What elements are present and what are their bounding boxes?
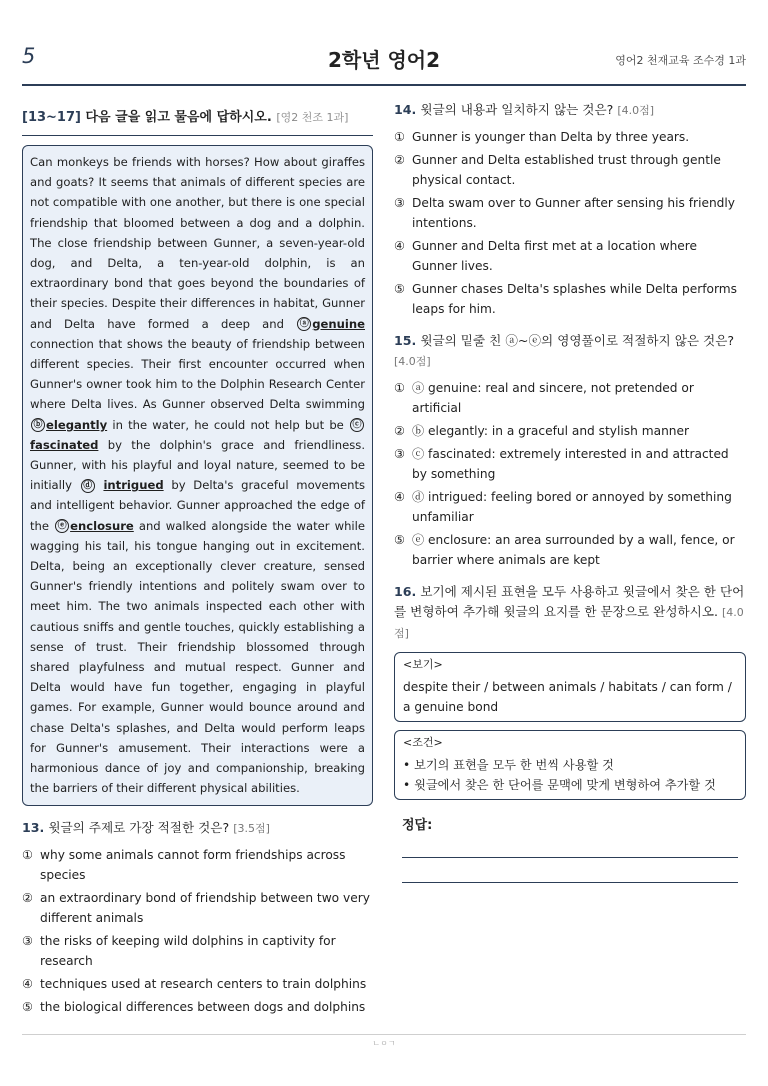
group-instruction-text: 다음 글을 읽고 물음에 답하시오. bbox=[85, 110, 272, 125]
answer-option-4[interactable] bbox=[394, 236, 746, 276]
option-text: Delta swam over to Gunner after sensing his friendly intentions. bbox=[412, 196, 736, 230]
question-15 bbox=[394, 331, 746, 570]
marker-c: ⓒ bbox=[350, 418, 364, 432]
option-number: ④ bbox=[394, 239, 405, 253]
question-points: [4.0점] bbox=[617, 104, 655, 117]
question-text: 윗글의 밑줄 친 ⓐ~ⓔ의 영영풀이로 적절하지 않은 것은? bbox=[420, 333, 735, 348]
group-range: [13~17] bbox=[22, 110, 81, 125]
example-box bbox=[394, 652, 746, 722]
option-number: ② bbox=[22, 890, 33, 905]
reading-passage bbox=[22, 145, 373, 806]
condition-box bbox=[394, 730, 746, 800]
marker-b: ⓑ bbox=[31, 418, 45, 432]
option-text: why some animals cannot form friendships across species bbox=[40, 847, 346, 882]
answer-option-5[interactable] bbox=[22, 997, 373, 1017]
option-text: Gunner chases Delta's splashes while Delta performs leaps for him. bbox=[412, 282, 738, 316]
condition-box-label: <조건> bbox=[403, 736, 443, 749]
condition-item: • 보기의 표현을 모두 한 번씩 사용할 것 bbox=[403, 758, 614, 772]
question-points: [3.5점] bbox=[233, 821, 270, 835]
option-number: ⑤ bbox=[22, 999, 33, 1014]
question-number: 13. bbox=[22, 819, 45, 835]
passage-text: and walked alongside the water while wagging his tail, his tongue hanging out in excitement. Delta, being an exceptionally clever creature, sensed Gunner's friendly intentions and politely swam over to meet him. The two animals inspected each other with cautious sniffs and gentle touches, quickly establishing a sense of trust. Their friendship blossomed through shared playfulness and mutual respect. Gunner and Delta would have fun together, engaging in playful games. For example, Gunner would bounce around and chase Delta's splashes, and Delta would perform leaps for Gunner's amusement. Their interactions were a harmonious dance of joy and companionship, breaking the barriers of their different physical abilities. bbox=[30, 518, 365, 796]
question-number: 15. bbox=[394, 333, 417, 348]
answer-option-3[interactable] bbox=[22, 931, 373, 971]
passage-text: by Delta's graceful movements and intelligent behavior. Gunner approached the edge of the bbox=[30, 478, 366, 533]
answer-option-1[interactable] bbox=[394, 378, 746, 418]
option-text: Gunner is younger than Delta by three years. bbox=[412, 130, 690, 144]
group-instruction bbox=[22, 106, 373, 136]
option-number: ③ bbox=[394, 447, 405, 461]
passage-text: by the dolphin's grace and friendliness. Gunner, with his playful and loyal nature, seemed to be initially bbox=[30, 437, 366, 493]
question-16 bbox=[394, 582, 746, 883]
question-number: 14. bbox=[394, 102, 417, 117]
option-number: ① bbox=[394, 130, 405, 144]
underlined-word-e: enclosure bbox=[70, 518, 134, 533]
question-13 bbox=[22, 818, 373, 1017]
question-14 bbox=[394, 100, 746, 319]
option-text: ⓓ intrigued: feeling bored or annoyed by something unfamiliar bbox=[412, 490, 732, 524]
option-text: ⓔ enclosure: an area surrounded by a wall, fence, or barrier where animals are kept bbox=[412, 533, 735, 567]
question-text: 보기에 제시된 표현을 모두 사용하고 윗글에서 찾은 한 단어를 변형하여 추가해 윗글의 요지를 한 문장으로 완성하시오. bbox=[394, 584, 745, 619]
answer-line[interactable] bbox=[402, 833, 738, 858]
option-text: techniques used at research centers to train dolphins bbox=[40, 976, 367, 991]
answer-option-5[interactable] bbox=[394, 530, 746, 570]
question-text: 윗글의 내용과 일치하지 않는 것은? bbox=[420, 102, 614, 117]
answer-line[interactable] bbox=[402, 858, 738, 883]
option-number: ③ bbox=[394, 196, 405, 210]
question-points: [4.0점] bbox=[394, 606, 744, 640]
option-number: ① bbox=[394, 381, 405, 395]
answer-option-4[interactable] bbox=[394, 487, 746, 527]
footer-page-mark: ㄴㅇㄱ bbox=[372, 1039, 396, 1048]
condition-item: • 윗글에서 찾은 한 단어를 문맥에 맞게 변형하여 추가할 것 bbox=[403, 778, 716, 792]
option-number: ⑤ bbox=[394, 282, 405, 296]
option-text: ⓑ elegantly: in a graceful and stylish manner bbox=[412, 424, 690, 438]
underlined-word-a: genuine bbox=[312, 316, 365, 331]
option-number: ② bbox=[394, 153, 405, 167]
answer-option-2[interactable] bbox=[394, 421, 746, 441]
right-column bbox=[394, 100, 746, 883]
marker-d: ⓓ bbox=[81, 479, 95, 493]
option-number: ① bbox=[22, 847, 33, 862]
underlined-word-b: elegantly bbox=[46, 417, 108, 432]
answer-option-2[interactable] bbox=[394, 150, 746, 190]
subject-info: 영어2 천재교육 조수경 1과 bbox=[615, 54, 746, 67]
passage-text: in the water, he could not help but be bbox=[112, 417, 344, 432]
marker-a: ⓐ bbox=[297, 317, 311, 331]
option-number: ③ bbox=[22, 933, 33, 948]
footer-divider bbox=[22, 1034, 746, 1035]
exam-title: 2학년 영어2 bbox=[327, 48, 441, 72]
passage-text: connection that shows the beauty of friendship between different species. Their first encounter occurred when Gunner's owner took him to the Dolphin Research Center where Delta lives. As Gunner observed Delta swimming bbox=[30, 336, 365, 412]
option-number: ② bbox=[394, 424, 405, 438]
passage-text: Can monkeys be friends with horses? How about giraffes and goats? It seems that animals of different species are not compatible with one another, but there is one special friendship that bloomed between a dog and a dolphin. The close friendship between Gunner, a seven-year-old dog, and Delta, a ten-year-old dolphin, is an extraordinary bond that goes beyond the boundaries of their species. Despite their differences in habitat, Gunner and Delta have formed a deep and bbox=[30, 155, 365, 331]
option-text: the biological differences between dogs and dolphins bbox=[40, 999, 366, 1014]
option-text: Gunner and Delta established trust through gentle physical contact. bbox=[412, 153, 721, 187]
example-box-label: <보기> bbox=[403, 658, 443, 671]
option-text: an extraordinary bond of friendship between two very different animals bbox=[40, 890, 370, 925]
question-15-stem bbox=[394, 331, 746, 372]
option-number: ⑤ bbox=[394, 533, 405, 547]
answer-option-1[interactable] bbox=[22, 845, 373, 885]
question-points: [4.0점] bbox=[394, 355, 431, 368]
question-text: 윗글의 주제로 가장 적절한 것은? bbox=[48, 819, 230, 835]
option-text: Gunner and Delta first met at a location where Gunner lives. bbox=[412, 239, 698, 273]
group-source: [영2 천조 1과] bbox=[276, 111, 349, 124]
left-column bbox=[22, 106, 373, 1020]
question-16-stem bbox=[394, 582, 746, 644]
underlined-word-c: fascinated bbox=[30, 437, 99, 452]
answer-options bbox=[22, 845, 373, 1017]
answer-option-4[interactable] bbox=[22, 974, 373, 994]
option-text: the risks of keeping wild dolphins in captivity for research bbox=[40, 933, 336, 968]
question-14-stem bbox=[394, 100, 746, 121]
question-13-stem bbox=[22, 818, 373, 839]
option-number: ④ bbox=[394, 490, 405, 504]
option-number: ④ bbox=[22, 976, 33, 991]
answer-label: 정답: bbox=[402, 818, 433, 833]
page-header bbox=[22, 38, 746, 86]
answer-option-5[interactable] bbox=[394, 279, 746, 319]
marker-e: ⓔ bbox=[55, 519, 69, 533]
answer-option-1[interactable] bbox=[394, 127, 746, 147]
answer-option-3[interactable] bbox=[394, 444, 746, 484]
underlined-word-d: intrigued bbox=[103, 478, 164, 493]
answer-option-2[interactable] bbox=[22, 888, 373, 928]
example-box-text: despite their / between animals / habitats / can form / a genuine bond bbox=[403, 680, 732, 714]
option-text: ⓐ genuine: real and sincere, not pretended or artificial bbox=[412, 381, 694, 415]
option-text: ⓒ fascinated: extremely interested in and attracted by something bbox=[412, 447, 729, 481]
answer-options bbox=[394, 378, 746, 570]
answer-option-3[interactable] bbox=[394, 193, 746, 233]
question-number: 16. bbox=[394, 584, 417, 599]
page-number: 5 bbox=[22, 44, 36, 68]
answer-options bbox=[394, 127, 746, 319]
